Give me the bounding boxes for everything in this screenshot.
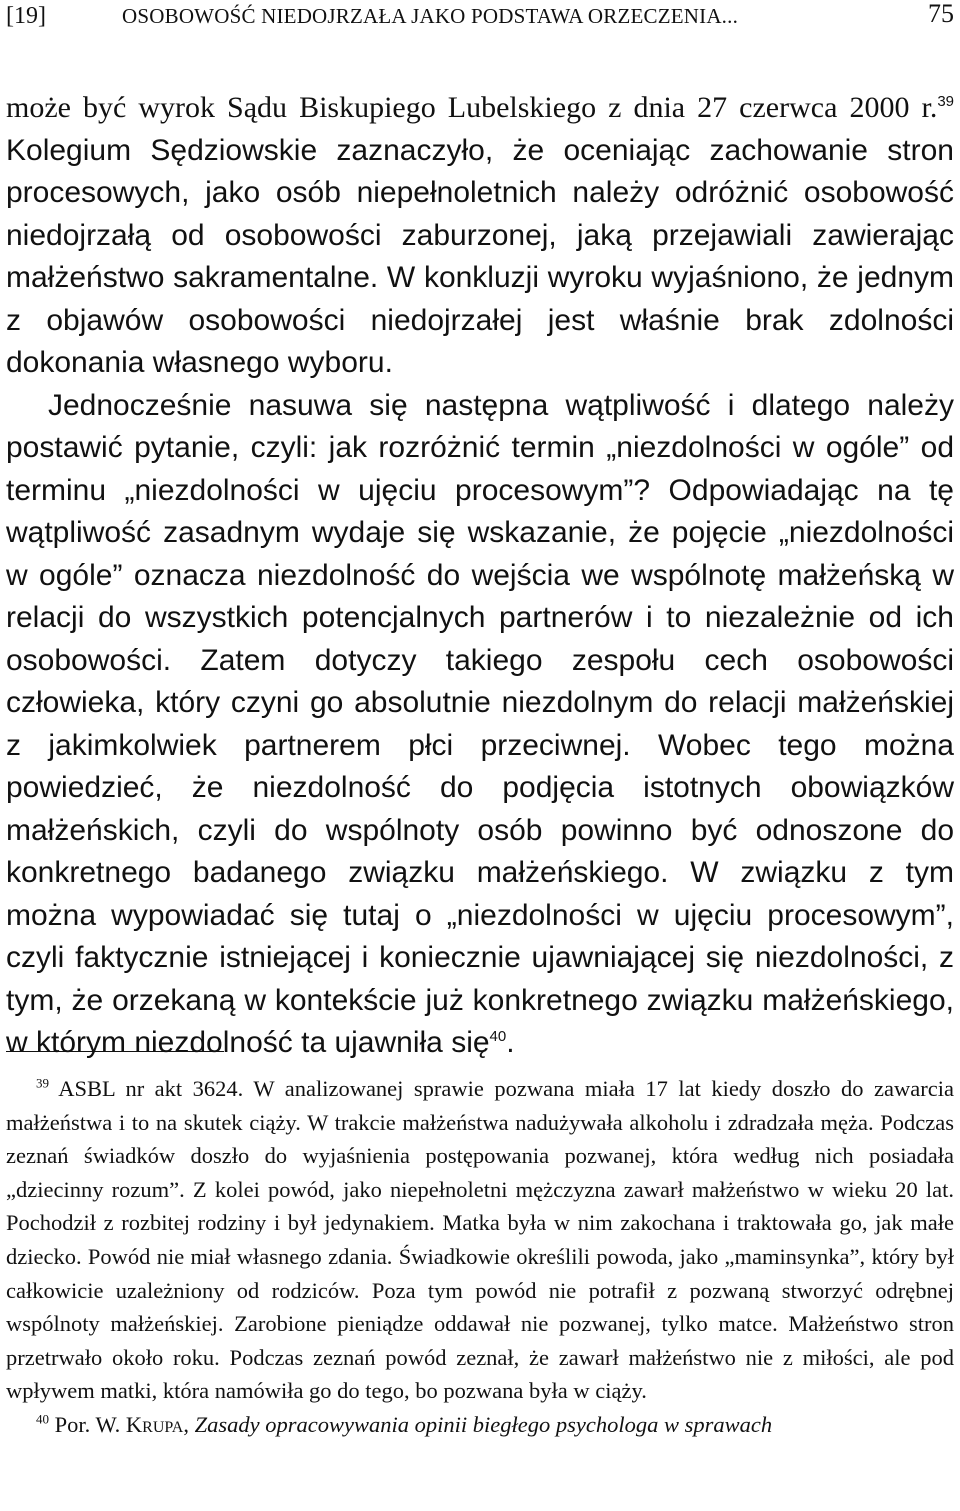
paragraph-2-text: Jednocześnie nasuwa się następna wątpliwość i dlatego należy postawić pytanie, czyli: jak rozróżnić termin „niezdolności w ogóle” od terminu „niezdolności w ujęciu procesowym”? Odpowiadając na tę wątpliwość zasadnym wydaje się wskazanie, że pojęcie „niezdolności w ogóle” oznacza niezdolność do wejścia we wspólnotę małżeńską w relacji do wszystkich potencjalnych partnerów i to niezależnie od ich osobowości. Zatem dotyczy takiego zespołu cech osobowości człowieka, który czyni go absolutnie niezdolnym do relacji małżeńskiej z jakimkolwiek partnerem płci przeciwnej. Wobec tego można powiedzieć, że niezdolność do podjęcia istotnych obowiązków małżeńskich, czyli do wspólnoty osób powinno być odnoszone do konkretnego badanego związku małżeńskiego. W związku z tym można wypowiadać się tutaj o „niezdolności w ujęciu procesowym”, czyli faktycznie istniejącej i koniecznie ujawniającej się niezdolności, z tym, że orzekaną w kontekście już konkretnego związku małżeńskiego, w którym niezdolność ta ujawniła się xyxy=(6,388,954,1059)
footnote-40-author: Krupa xyxy=(125,1411,184,1437)
footnote-separator xyxy=(6,1051,224,1052)
footnote-ref-39: 39 xyxy=(937,93,955,110)
chapter-number: [19] xyxy=(6,3,46,29)
footnotes xyxy=(6,1072,954,1442)
case-citation: wyrok Sądu Biskupiego Lubelskiego z dnia 27 czerwca 2000 r. xyxy=(138,91,938,124)
paragraph-1-text: Kolegium Sędziowskie zaznaczyło, że oceniając zachowanie stron procesowych, jako osób niepełnoletnich należy odróżnić osobowość niedojrzałą od osobowości zaburzonej, jaką przejawiali zawierając małżeństwo sakramentalne. W konkluzji wyroku wyjaśniono, że jednym z objawów osobowości niedojrzałej jest właśnie brak zdolności dokonania własnego wyboru. xyxy=(6,133,954,379)
running-title: OSOBOWOŚĆ NIEDOJRZAŁA JAKO PODSTAWA ORZECZENIA... xyxy=(122,4,739,28)
footnote-40-mark: 40 xyxy=(36,1411,49,1427)
page-number: 75 xyxy=(928,0,954,28)
paragraph-2-end: . xyxy=(506,1026,515,1059)
main-text xyxy=(6,87,954,1065)
paragraph-2 xyxy=(6,385,954,1065)
footnote-39 xyxy=(6,1072,954,1408)
paragraph-1 xyxy=(6,87,954,385)
footnote-39-mark: 39 xyxy=(36,1075,49,1091)
footnote-40-prefix: Por. W. xyxy=(49,1411,126,1437)
footnote-ref-40: 40 xyxy=(489,1028,507,1045)
running-header xyxy=(6,0,954,36)
footnote-40 xyxy=(6,1408,954,1442)
footnote-40-title: Zasady opracowywania opinii biegłego psychologa w sprawach xyxy=(194,1411,773,1437)
footnote-40-sep: , xyxy=(183,1411,195,1437)
footnote-39-text: ASBL nr akt 3624. W analizowanej sprawie pozwana miała 17 lat kiedy doszło do zawarcia małżeństwa i to na skutek ciąży. W trakcie małżeństwa nadużywała alkoholu i zdradzała męża. Podczas zeznań świadków doszło do wyjaśnienia postępowania pozwanej, która według nich posiadała „dziecinny rozum”. Z kolei powód, jako niepełnoletni mężczyzna zawarł małżeństwo w wieku 20 lat. Pochodził z rozbitej rodziny i był jedynakiem. Matka była w nim zakochana i traktowała go, jak małe dziecko. Powód nie miał własnego zdania. Świadkowie określili powoda, jako „maminsynka”, który był całkowicie uzależniony od rodziców. Poza tym powód nie potrafił z pozwaną stworzyć odrębnej wspólnoty małżeńskiej. Zarobione pieniądze oddawał nie pozwanej, tylko matce. Małżeństwo stron przetrwało około roku. Podczas zeznań powód zeznał, że zawarł małżeństwo nie z miłości, ale pod wpływem matki, która namówiła go do tego, bo pozwana była w ciąży. xyxy=(6,1076,954,1404)
intro-prefix: może być xyxy=(6,91,139,124)
